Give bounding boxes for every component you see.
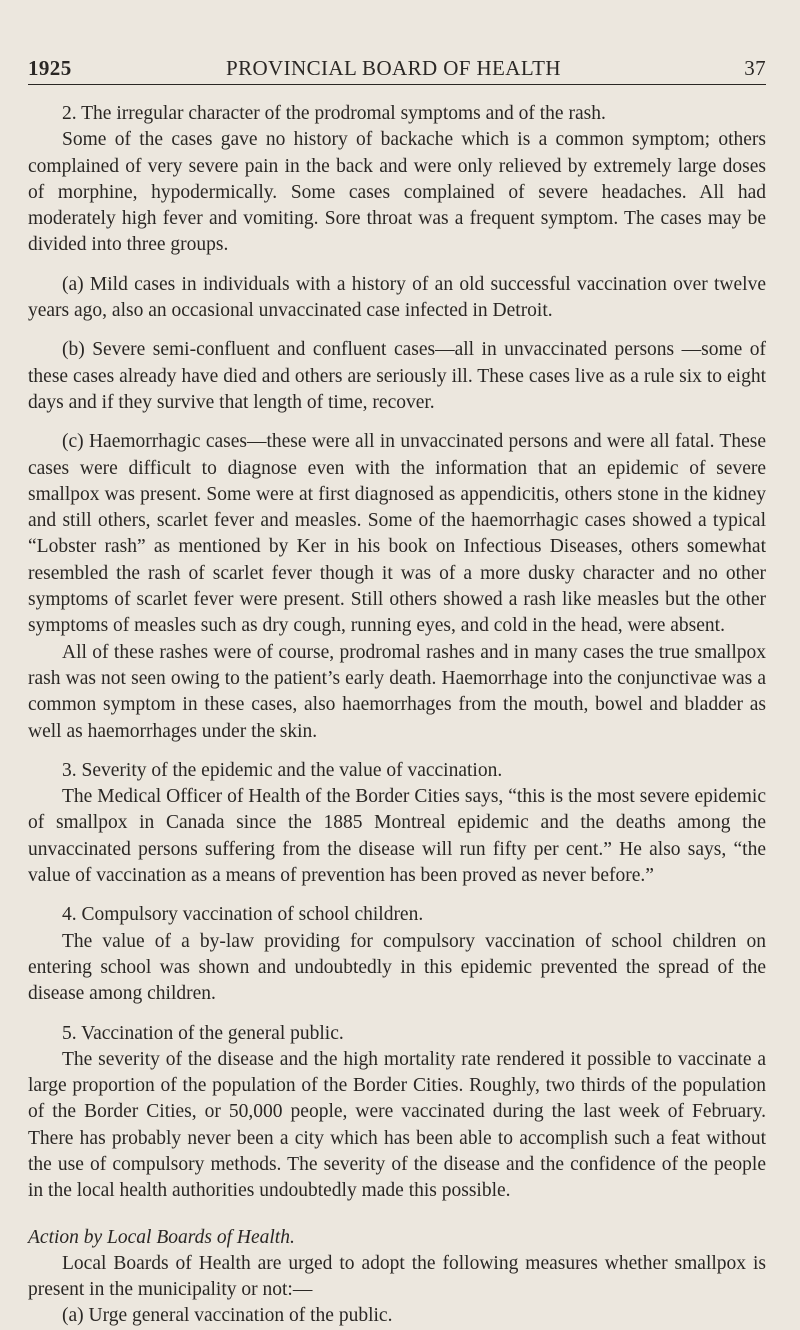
numbered-item-3: 3. Severity of the epidemic and the value of vaccination.: [62, 759, 503, 781]
paragraph-measures: Local Boards of Health are urged to adopt the following measures whether smallpox is present in the municipality or not:—: [28, 1252, 766, 1301]
group-b-paragraph: (b) Severe semi-confluent and confluent cases—all in unvaccinated persons —some of these cases already have died and others are seriously ill. These cases live as a rule six to eight days and if they survive that length of time, recover.: [28, 339, 766, 413]
paragraph-school: The value of a by-law providing for compulsory vaccination of school children on entering school was shown and undoubtedly in this epidemic prevented the spread of the disease among children.: [28, 930, 766, 1005]
numbered-item-2: 2. The irregular character of the prodromal symptoms and of the rash.: [62, 103, 606, 124]
header-title: PROVINCIAL BOARD OF HEALTH: [226, 56, 561, 80]
group-a-paragraph: (a) Mild cases in individuals with a history of an old successful vaccination over twelve years ago, also an occasional unvaccinated case infected in Detroit.: [28, 273, 766, 322]
section-heading: Action by Local Boards of Health.: [28, 1226, 295, 1248]
page-header: [28, 54, 766, 85]
paragraph-general-public: The severity of the disease and the high mortality rate rendered it possible to vaccinate a large proportion of the population of the Border Cities. Roughly, two thirds of the population of the Border Cities, or 50,000 people, were vaccinated during the last week of February. There has probably never been a city which has been able to accomplish such a feat without the use of compulsory methods. The severity of the disease and the confidence of the people in the local health authorities undoubtedly made this possible.: [28, 1048, 766, 1202]
header-year: 1925: [28, 56, 72, 80]
paragraph-symptoms: Some of the cases gave no history of backache which is a common symptom; others complained of very severe pain in the back and were only relieved by extremely large doses of morphine, hypodermically. Some cases complained of severe headaches. All had moderately high fever and vomiting. Sore throat was a frequent symptom. The cases may be divided into three groups.: [28, 129, 766, 256]
group-c-paragraph: (c) Haemorrhagic cases—these were all in unvaccinated persons and were all fatal. These cases were difficult to diagnose even with the information that an epidemic of severe smallpox was present. Some were at first diagnosed as appendicitis, others stone in the kidney and still others, scarlet fever and measles. Some of the haemorrhagic cases showed a typical “Lobster rash” as mentioned by Ker in his book on Infectious Diseases, others somewhat resembled the rash of scarlet fever though it was of a more dusky character and no other symptoms of scarlet fever were present. Still others showed a rash like measles but the other symptoms of measles such as dry cough, running eyes, and cold in the head, were absent.: [28, 431, 766, 637]
numbered-item-5: 5. Vaccination of the general public.: [62, 1022, 344, 1044]
paragraph-rashes: All of these rashes were of course, prodromal rashes and in many cases the true smallpox rash was not seen owing to the patient’s early death. Haemorrhage into the conjunctivae was a common symptom in these cases, also haemorrhages from the mouth, bowel and bladder as well as haemorrhages under the skin.: [28, 641, 766, 742]
measure-a-paragraph: (a) Urge general vaccination of the public.: [62, 1305, 393, 1327]
paragraph-severity: The Medical Officer of Health of the Border Cities says, “this is the most severe epidemic of smallpox in Canada since the 1885 Montreal epidemic and the deaths among the unvaccinated persons suffering from the disease will run fifty per cent.” He also says, “the value of vaccination as a means of prevention has been proved as never before.”: [28, 786, 766, 887]
numbered-item-4: 4. Compulsory vaccination of school children.: [62, 904, 424, 926]
page-number: 37: [744, 56, 766, 80]
page-body: [28, 101, 766, 1330]
